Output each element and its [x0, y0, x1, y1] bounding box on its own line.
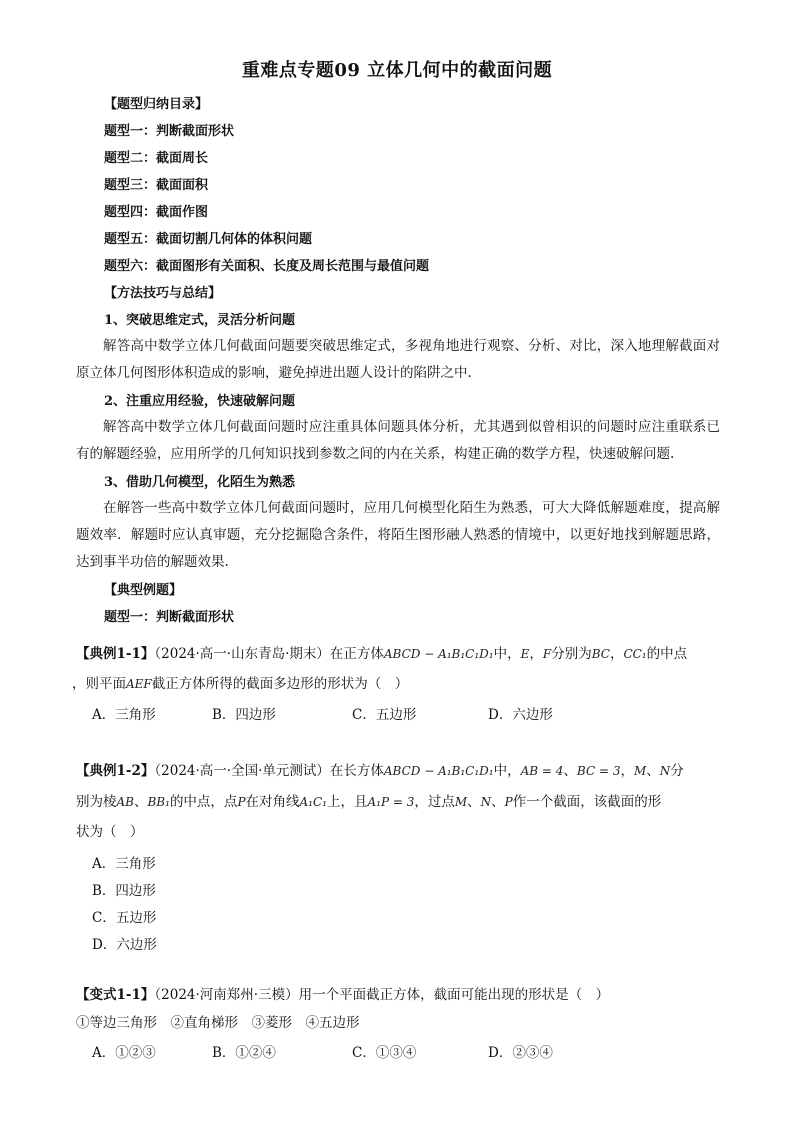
method-2-title: 2、注重应用经验，快速破解问题 [104, 394, 296, 409]
toc-item-5: 题型五：截面切割几何体的体积问题 [104, 232, 313, 247]
method-2-text: 解答高中数学立体几何截面问题时应注重具体问题具体分析，尤其遇到似曾相识的问题时应注重联系已有的解题经验，应用所学的几何知识找到参数之间的内在关系，构建正确的数学方程，快速破解问题. [76, 419, 720, 462]
toc-item-1: 题型一：判断截面形状 [104, 124, 235, 139]
toc-item-6: 题型六：截面图形有关面积、长度及周长范围与最值问题 [104, 259, 430, 274]
example-1-1-option-c[interactable]: C．五边形 [352, 707, 417, 723]
methods-heading: 【方法技巧与总结】 [104, 286, 222, 301]
variant-label: 【变式1-1】 [76, 987, 155, 1003]
example-1-1-line-1: 【典例1-1】（2024·高一·山东青岛·期末）在正方体ABCD − A₁B₁C₁D₁中，E，F分别为BC，CC₁的中点 [76, 646, 688, 662]
variant-1-1-option-b[interactable]: B．①②④ [212, 1045, 276, 1061]
toc-item-2: 题型二：截面周长 [104, 151, 209, 166]
example-1-1-line-2: ，则平面AEF截正方体所得的截面多边形的形状为（ ） [72, 676, 409, 692]
variant-1-1-option-c[interactable]: C．①③④ [352, 1045, 417, 1061]
example-1-2-option-d[interactable]: D．六边形 [92, 937, 157, 953]
example-1-2-line-2: 别为棱AB、BB₁的中点，点P在对角线A₁C₁上，且A₁P = 3，过点M、N、P作一个截面，该截面的形 [76, 794, 662, 810]
example-1-2-option-c[interactable]: C．五边形 [92, 910, 157, 926]
variant-1-1-line-1: 【变式1-1】（2024·河南郑州·三模）用一个平面截正方体，截面可能出现的形状是（ ） [76, 987, 610, 1003]
toc-heading: 【题型归纳目录】 [104, 97, 209, 112]
variant-1-1-option-d[interactable]: D．②③④ [488, 1045, 553, 1061]
example-label: 【典例1-2】 [76, 763, 155, 779]
example-1-2-option-a[interactable]: A．三角形 [92, 856, 156, 872]
example-1-2-line-3: 状为（ ） [76, 824, 144, 840]
example-label: 【典例1-1】 [76, 646, 155, 662]
example-1-2-option-b[interactable]: B．四边形 [92, 883, 156, 899]
examples-heading: 【典型例题】 [104, 583, 183, 598]
variant-1-1-option-a[interactable]: A．①②③ [92, 1045, 156, 1061]
toc-item-3: 题型三：截面面积 [104, 178, 209, 193]
example-1-1-option-d[interactable]: D．六边形 [488, 707, 553, 723]
method-1-text: 解答高中数学立体几何截面问题要突破思维定式，多视角地进行观察、分析、对比，深入地理解截面对原立体几何图形体积造成的影响，避免掉进出题人设计的陷阱之中. [76, 338, 720, 381]
example-1-1-option-a[interactable]: A．三角形 [92, 707, 156, 723]
method-1-title: 1、突破思维定式，灵活分析问题 [104, 313, 296, 328]
example-1-1-option-b[interactable]: B．四边形 [212, 707, 276, 723]
method-3-text: 在解答一些高中数学立体几何截面问题时，应用几何模型化陌生为熟悉，可大大降低解题难度，提高解题效率．解题时应认真审题，充分挖掘隐含条件，将陌生图形融人熟悉的情境中，以更好地找到解题思路，达到事半功倍的解题效果. [76, 500, 720, 570]
method-3-title: 3、借助几何模型，化陌生为熟悉 [104, 475, 296, 490]
variant-1-1-shapes: ①等边三角形 ②直角梯形 ③菱形 ④五边形 [76, 1015, 360, 1031]
type1-heading: 题型一：判断截面形状 [104, 610, 235, 625]
example-1-2-line-1: 【典例1-2】（2024·高一·全国·单元测试）在长方体ABCD − A₁B₁C₁D₁中，AB = 4、BC = 3，M、N分 [76, 763, 684, 779]
document-title: 重难点专题09 立体几何中的截面问题 [241, 60, 553, 81]
toc-item-4: 题型四：截面作图 [104, 205, 209, 220]
